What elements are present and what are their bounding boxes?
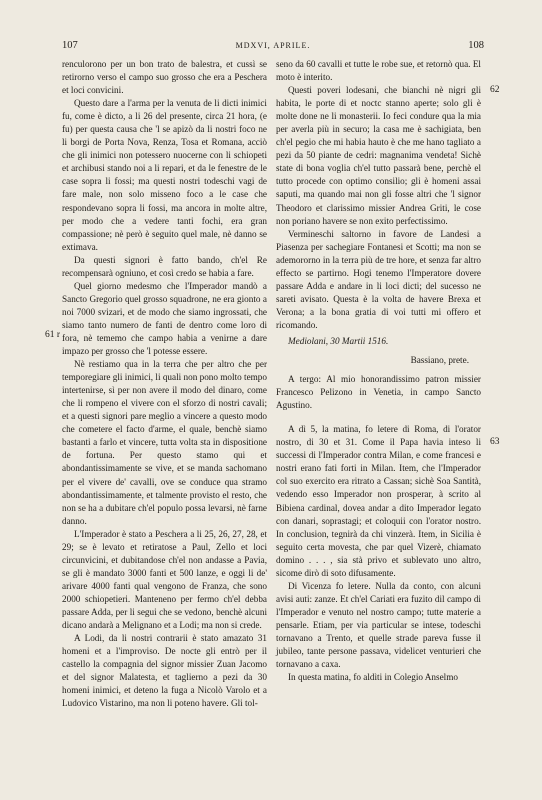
paragraph: Questo dare a l'arma per la venuta de li dicti inimici fu, come è dicto, a li 26 del presente, circa 21 hora, (e fu) per questa causa che 'l se apizò da li nostri foco ne li borgi de Porta Nova, Renza, Tosa et Romana, acciò che gli inimici non potessero nuocerne con li schiopeti et archibusi stando noi a li repari, et da le fenestre de le case sopra li fossi; ma questi nostri todeschi vagi de fare male, non solo misseno foco a le case che respondevano sopra li fossi, ma ancora in molte altre, per modo che a vedere tanti fochi, era gran compassione; nè però è seguito quel male, nè danno se extimava. [62, 98, 267, 252]
paragraph: seno da 60 cavalli et tutte le robe sue, et retornò qua. El moto è interito. [276, 59, 481, 83]
page-number-right: 108 [468, 40, 484, 51]
margin-note-right-top: 62 [490, 85, 500, 95]
left-text-column [62, 58, 267, 710]
paragraph: Di Vicenza fo letere. Nulla da conto, con alcuni avisi auti: zanze. Et ch'el Cariati era fuzito dil campo di l'Imperador e venuto nel nostro campo; tutte materie a pensarle. Etiam, per via particular se intese, todeschi tornavano a Trento, et quelle strade pareva fusse il jubileo, tante persone passava, videlicet venturieri che tornavano a caxa. [276, 580, 481, 670]
address-paragraph: A tergo: Al mio honorandissimo patron missier Francesco Pelizono in Venetia, in campo Sancto Agustino. [276, 374, 481, 411]
paragraph: renculorono per un bon trato de balestra, et cussì se retirorno verso el campo suo grosso che era a Peschera et loci convicini. [62, 59, 267, 96]
paragraph: In questa matina, fo aldìti in Colegio Anselmo [288, 672, 458, 683]
right-text-column [276, 58, 481, 684]
paragraph: Questi poveri lodesani, che bianchi nè nigri gli habita, le porte di et noctc stanno aperte; solo gli è molte done ne li monasterii. Io feci condure qua la mia per averla più in securo; la casa me è sachigiata, ben ch'el pegio che mi habia hauto è che me hano tagliato a pezi da 50 piante de cedri: magnanima vendeta! Sichè state di bona voglia ch'el tutto passarà bene, perchè el tutto procede con optimo consilio; gli è homeni assai saputi, ma quando mai non gli fosse altri che 'l signor Theodoro et clarissimo missier Andrea Griti, le cose non poriano havere se non exito perfectissimo. [276, 85, 481, 226]
paragraph: A dì 5, la matina, fo letere di Roma, di l'orator nostro, di 30 et 31. Come il Papa havia inteso li successi di l'Imperador contra Milan, e come francesi e nostri erano fati forti in Milan. Item, che l'Imperador col suo exercito era ritrato a Cassan; sichè Soa Santità, vedendo esso Imperador non prosperar, à scrito al Bibiena cardinal, dovea andar a dito Imperador legato con danari, soprastagi; et coloquii con l'orator nostro. In conclusion, tegnirà da chi vinzerà. Item, in Sicilia è seguito certa movesta, che par quel Vizerè, chiamato domino . . . , sia stà privo et sublevato uno altro, sicome dirò di soto difusamente. [276, 424, 481, 578]
page-number-left: 107 [62, 40, 78, 51]
paragraph: Nè restiamo qua in la terra che per altro che per temporegiare gli inimici, li quali non pono molto tempo intertenirse, sì per non avere il modo del dinaro, come che li rompeno el vivere con el sforzo di nostri cavali; et a questi signori pare meglio a vincere a questo modo che cometere el facto d'arme, el quale, benchè siamo bastanti a farlo et vincere, tutta volta sta in dispositione de fortuna. Per questo stamo qui et abondantissimamente se vive, et se manda sachomano per el vivere de' cavalli, ove se conduce qua stramo abondantissimamente, et talmente provisto el resto, che non se ha a dubitare ch'el populo possa levarsi, nè farne danno. [62, 359, 267, 526]
letter-signature: Bassiano, prete. [410, 355, 469, 366]
paragraph: L'Imperador è stato a Peschera a li 25, 26, 27, 28, et 29; se è levato et retiratose a Paul, Zello et loci circunvicini, et dubitandose ch'el non andasse a Pavia, se gli è mandato 3000 fanti et 500 lanze, e oggi li de' arivare 4000 fanti qual vengono de Franza, che sono 2000 schiopetieri. Manteneno per fermo ch'el debba passare Adda, per li segui che se vedono, benchè alcuni dicano andarà a Melignano et a Lodi; ma non si crede. [62, 528, 267, 631]
running-title: MDXVI, APRILE. [235, 41, 311, 50]
page-header [62, 40, 484, 54]
margin-note-left: 61 r [45, 330, 61, 340]
margin-note-right-bottom: 63 [490, 437, 500, 447]
paragraph: Vermineschi saltorno in favore de Landesi a Piasenza per sachegiare Fontanesi et Scotti; ma non se ademororno in la terra più de tre hore, et senza far altro effecto se partirno. Hogi tenemo l'Imperatore dovere passare Adda e andare in li loci dicti; del sucesso ne sareti avisato. Questa è la volta de havere Brexa et Verona; a la bona gratia di voi tutti mi offero et ricomando. [276, 228, 481, 330]
paragraph: Da questi signori è fatto bando, ch'el Re recompensarà ogniuno, et così credo se habia a fare. [62, 254, 267, 278]
letter-date: Mediolani, 30 Martii 1516. [288, 335, 389, 346]
paragraph: A Lodi, da li nostri contrarii è stato amazato 31 homeni et a l'improviso. De nocte gli entrò per il castello la compagnia del signor missier Zuan Jacomo et del signor Malatesta, et taglierno a pezi da 30 homeni inimici, et deteno la fuga a Nicolò Varolo et a Ludovico Vistarino, ma non li poteno havere. Gli tol- [62, 633, 267, 709]
paragraph: Quel giorno medesmo che l'Imperador mandò a Sancto Gregorio quel grosso squadrone, ne era gionto a noi 7000 svizari, et de modo che siamo ingrossati, che siamo tanto numero de fanti de dentro come loro di fora, nè tememo che campo habia a venirne a dare impazo per grosso che 'l potesse essere. [62, 280, 267, 357]
